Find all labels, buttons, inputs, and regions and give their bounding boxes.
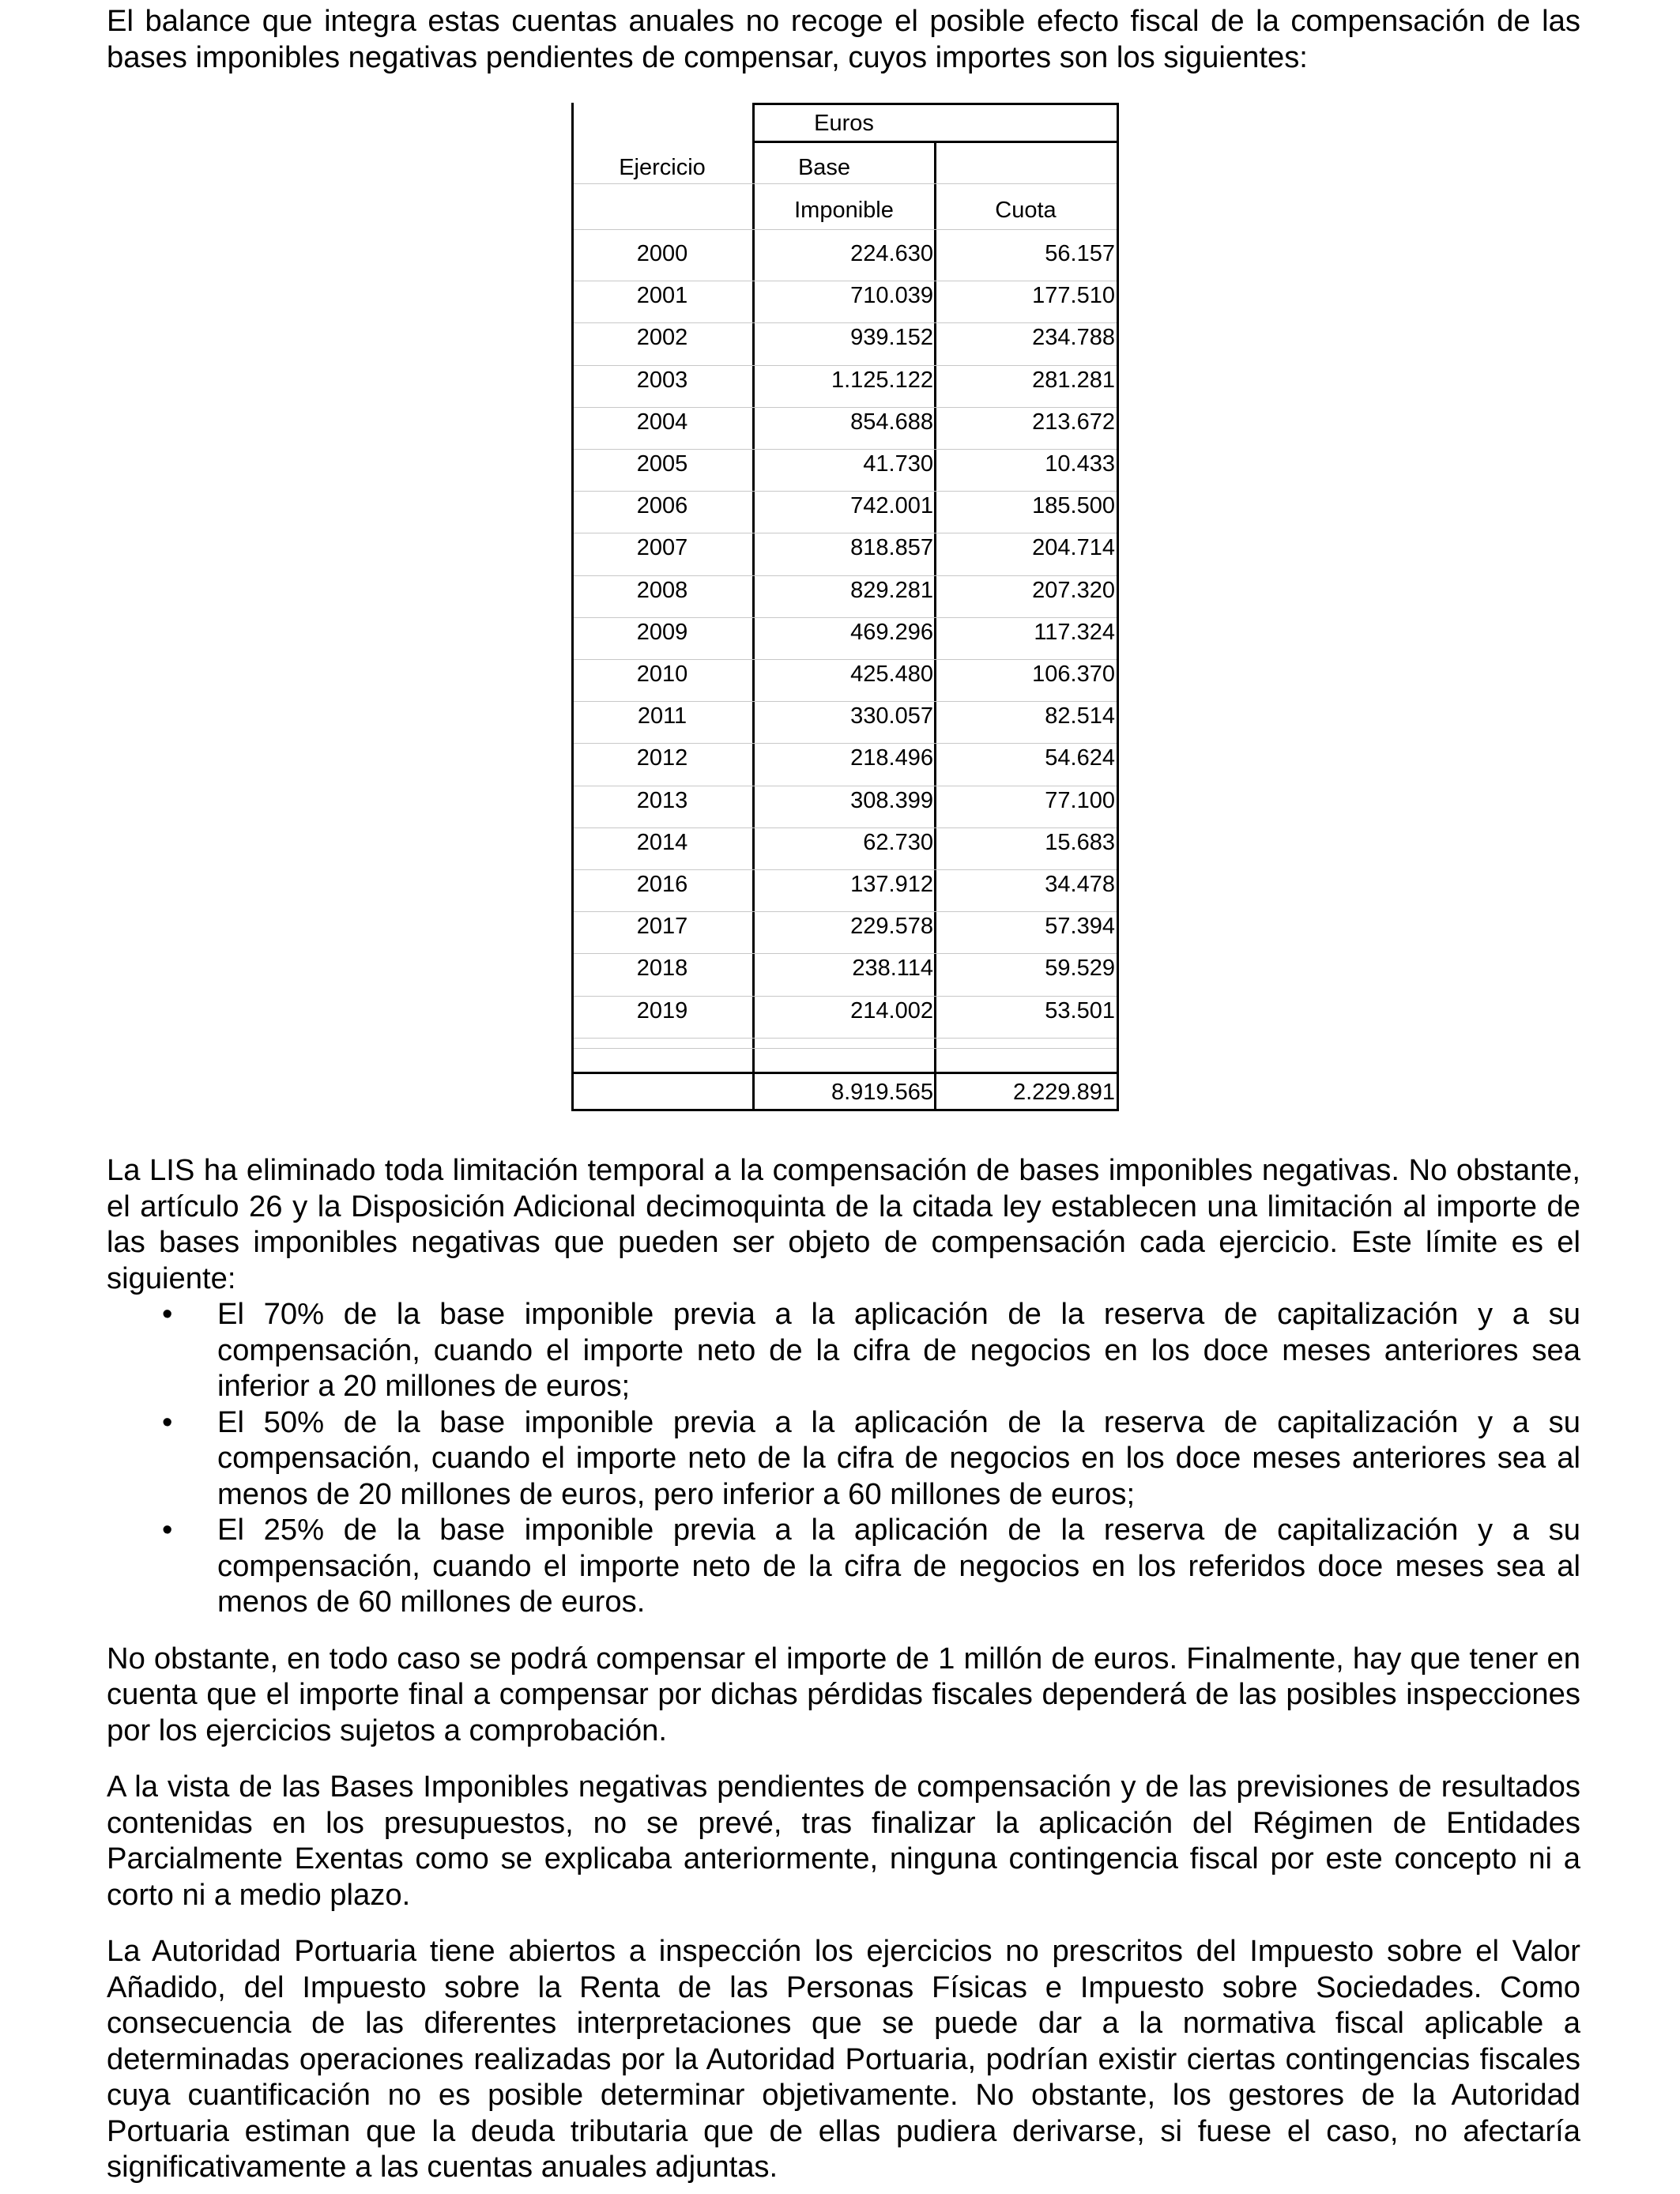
grid-line [574,911,1117,912]
table-row-base: 137.912 [850,872,933,897]
grid-line [574,407,1117,408]
table-row-cuota: 207.320 [1032,577,1115,603]
header-ejercicio: Ejercicio [619,155,706,180]
grid-line [574,449,1117,450]
grid-line [574,322,1117,323]
table-row-base: 330.057 [850,703,933,729]
table-row-cuota: 82.514 [1045,703,1115,729]
grid-line [574,827,1117,828]
grid-line [574,869,1117,870]
table-row-year: 2004 [636,409,688,435]
table-row-cuota: 56.157 [1045,241,1115,266]
grid-line [574,996,1117,997]
table-row-cuota: 106.370 [1032,662,1115,687]
bullet-icon: • [162,1297,173,1331]
table-row-base: 818.857 [850,535,933,561]
table-row-cuota: 117.324 [1034,619,1115,645]
vista-paragraph: A la vista de las Bases Imponibles negativas pendientes de compensación y de las previsiones de resultados contenidas en los presupuestos, no se prevé, tras finalizar la aplicación del Régimen de Entidades Parcialmente Exentas como se explicaba anteriormente, ninguna contingencia fiscal por este concepto ni a corto ni a medio plazo. [107,1770,1580,1912]
bases-imponibles-table [571,103,1227,1111]
grid-line [574,743,1117,744]
grid-line [574,229,1117,230]
table-row-base: 62.730 [863,829,933,855]
table-row-cuota: 281.281 [1032,367,1115,393]
table-row-year: 2010 [636,662,688,687]
grid-line [752,103,755,1111]
table-row-year: 2014 [636,829,688,855]
grid-line [574,183,1117,184]
table-row-year: 2011 [637,703,687,729]
table-row-base: 214.002 [850,997,933,1023]
grid-line [934,141,936,1111]
list-item: • El 25% de la base imponible previa a la aplicación de la reserva de capitalización y a su compensación, cuando el importe neto de la cifra de negocios en los referidos doce meses sea al menos de 60 millones de euros. [162,1513,1580,1619]
header-base: Base [797,155,851,180]
table-row-year: 2017 [636,914,688,940]
table-row-year: 2019 [636,997,688,1023]
table-row-base: 41.730 [863,451,933,477]
grid-line [574,365,1117,366]
table-row-cuota: 177.510 [1032,283,1115,309]
table-row-base: 854.688 [850,409,933,435]
grid-line [752,103,1119,105]
grid-line [574,1038,1117,1039]
autoridad-paragraph: La Autoridad Portuaria tiene abiertos a inspección los ejercicios no prescritos del Impuesto sobre el Valor Añadido, del Impuesto sobre la Renta de las Personas Físicas e Impuesto sobre Sociedades. Como consecuencia de las diferentes interpretaciones que se puede dar a la normativa fiscal aplicable a determinadas operaciones realizadas por la Autoridad Portuaria, podrían existir ciertas contingencias fiscales cuya cuantificación no es posible determinar objetivamente. No obstante, los gestores de la Autoridad Portuaria estiman que la deuda tributaria que de ellas pudiera derivarse, si fuese el caso, no afectaría significativamente a las cuentas anuales adjuntas. [107,1934,1580,2184]
table-row-base: 308.399 [850,787,933,813]
grid-line [574,1048,1117,1049]
list-item: • El 70% de la base imponible previa a la aplicación de la reserva de capitalización y a su compensación, cuando el importe neto de la cifra de negocios en los doce meses anteriores sea inferior a 20 millones de euros; [162,1297,1580,1403]
table-row-base: 218.496 [850,745,933,771]
table-row-year: 2003 [636,367,688,393]
grid-line [574,659,1117,660]
table-row-base: 1.125.122 [831,367,933,393]
table-row-year: 2012 [636,745,688,771]
table-row-cuota: 204.714 [1032,535,1115,561]
table-row-year: 2007 [636,535,688,561]
table-row-year: 2002 [636,325,688,351]
table-row-cuota: 185.500 [1032,493,1115,519]
table-row-base: 829.281 [850,577,933,603]
table-row-cuota: 59.529 [1045,956,1115,982]
table-row-cuota: 15.683 [1045,829,1115,855]
total-base: 8.919.565 [831,1080,933,1105]
header-euros: Euros [814,111,874,136]
bullet-icon: • [162,1513,173,1547]
lis-paragraph: La LIS ha eliminado toda limitación temporal a la compensación de bases imponibles negativas. No obstante, el artículo 26 y la Disposición Adicional decimoquinta de la citada ley establecen una limitación al importe de las bases imponibles negativas que pueden ser objeto de compensación cada ejercicio. Este límite es el siguiente: [107,1153,1580,1295]
limits-list [107,1296,1580,1620]
bullet-icon: • [162,1404,173,1439]
header-cuota: Cuota [995,198,1057,223]
grid-line [574,491,1117,492]
table-row-cuota: 57.394 [1045,914,1115,940]
table-row-base: 229.578 [850,914,933,940]
table-row-year: 2018 [636,956,688,982]
list-item: • El 50% de la base imponible previa a la aplicación de la reserva de capitalización y a su compensación, cuando el importe neto de la cifra de negocios en los doce meses anteriores sea al menos de 20 millones de euros, pero inferior a 60 millones de euros; [162,1404,1580,1511]
header-imponible: Imponible [794,198,894,223]
grid-line [571,1109,1119,1111]
body-text [107,1152,1580,2185]
grid-line [574,953,1117,954]
table-row-year: 2001 [636,283,688,309]
millon-paragraph: No obstante, en todo caso se podrá compensar el importe de 1 millón de euros. Finalmente, hay que tener en cuenta que el importe final a compensar por dichas pérdidas fiscales dependerá de las posibles inspecciones por los ejercicios sujetos a comprobación. [107,1641,1580,1747]
grid-line [752,141,1119,143]
table-row-year: 2016 [636,872,688,897]
table-row-cuota: 213.672 [1032,409,1115,435]
table-row-cuota: 53.501 [1045,997,1115,1023]
table-row-cuota: 34.478 [1045,872,1115,897]
grid-line [571,103,574,1111]
table-row-year: 2009 [636,619,688,645]
table-row-base: 742.001 [850,493,933,519]
table-row-cuota: 10.433 [1045,451,1115,477]
table-row-base: 469.296 [850,619,933,645]
intro-paragraph: El balance que integra estas cuentas anuales no recoge el posible efecto fiscal de la compensación de las bases imponibles negativas pendientes de compensar, cuyos importes son los siguientes: [107,4,1580,74]
grid-line [574,617,1117,618]
table-row-year: 2006 [636,493,688,519]
grid-line [1117,103,1119,1111]
table-row-base: 710.039 [850,283,933,309]
grid-line [571,1072,1119,1074]
table-row-base: 224.630 [850,241,933,266]
table-row-year: 2005 [636,451,688,477]
grid-line [574,701,1117,702]
table-row-year: 2000 [636,241,688,266]
table-row-cuota: 77.100 [1045,787,1115,813]
table-row-base: 238.114 [852,956,933,982]
grid-line [574,575,1117,576]
table-row-year: 2008 [636,577,688,603]
table-row-cuota: 54.624 [1045,745,1115,771]
table-row-base: 425.480 [850,662,933,687]
table-row-year: 2013 [636,787,688,813]
table-row-cuota: 234.788 [1032,325,1115,351]
total-cuota: 2.229.891 [1012,1080,1115,1105]
table-row-base: 939.152 [850,325,933,351]
